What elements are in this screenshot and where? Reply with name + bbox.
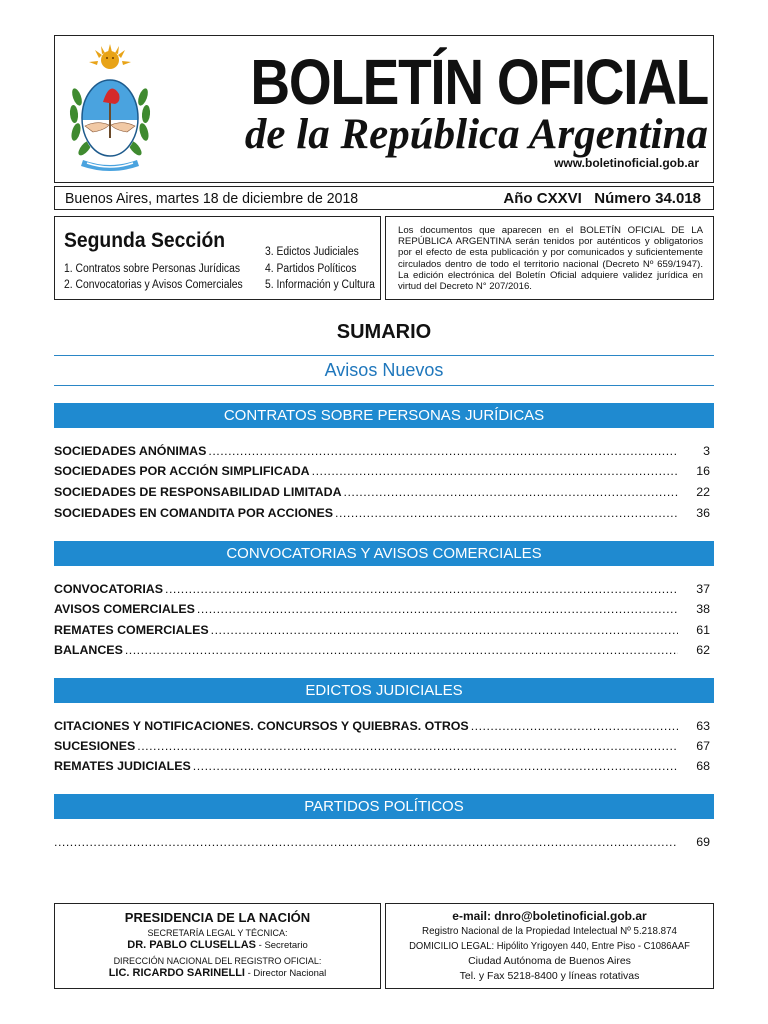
dot-leader (211, 623, 678, 637)
publication-title: BOLETÍN OFICIAL (250, 46, 708, 118)
toc-entry-page: 38 (696, 602, 710, 616)
toc-entry-label: SOCIEDADES ANÓNIMAS (54, 444, 207, 458)
director-name: LIC. RICARDO SARINELLI (108, 967, 245, 979)
footer-phone: Tel. y Fax 5218-8400 y líneas rotativas (459, 970, 640, 982)
footer-authorities (54, 903, 381, 989)
toc-entry-label: CONVOCATORIAS (54, 582, 163, 596)
section-item: 1. Contratos sobre Personas Jurídicas (64, 263, 241, 275)
toc-entry-page: 16 (696, 464, 710, 478)
toc-entry-page: 37 (696, 582, 710, 596)
summary-title: SUMARIO (336, 321, 432, 343)
section-item: 4. Partidos Políticos (265, 263, 357, 275)
legal-note: Los documentos que aparecen en el BOLETÍN OFICIAL DE LA REPÚBLICA ARGENTINA serán tenidos por auténticos y obligatorios por el efecto de esta publicación y por comunicados y suficientemente circulados dentro de todo el territorio nacional (Decreto Nº 659/1947). La edición electrónica del Boletín Oficial adquiere validez jurídica en virtud del Decreto N° 207/2016. (398, 225, 703, 293)
toc-entry-label: REMATES COMERCIALES (54, 623, 209, 637)
legal-note-box (385, 216, 714, 300)
divider (54, 355, 714, 356)
toc-entry-page: 69 (696, 835, 710, 849)
footer-director (55, 967, 380, 979)
secretary-name: DR. PABLO CLUSELLAS (127, 939, 256, 951)
section-heading: CONVOCATORIAS Y AVISOS COMERCIALES (54, 541, 714, 566)
issue-number: Año CXXVI Número 34.018 (503, 190, 701, 207)
toc-entry[interactable] (54, 622, 714, 637)
toc-entry-page: 61 (696, 623, 710, 637)
dot-leader (471, 719, 678, 733)
footer-registry: Registro Nacional de la Propiedad Intelectual Nº 5.218.874 (422, 925, 677, 937)
toc-entry[interactable] (54, 642, 714, 657)
toc-entry[interactable] (54, 581, 714, 596)
toc-entry[interactable] (54, 834, 714, 849)
masthead (54, 35, 714, 183)
toc-entry[interactable] (54, 601, 714, 616)
dot-leader (208, 444, 678, 458)
toc-entry[interactable] (54, 738, 714, 753)
toc-entry[interactable] (54, 443, 714, 458)
section-box (54, 216, 381, 300)
issue-bar (54, 186, 714, 210)
dot-leader (344, 485, 678, 499)
footer-secretariat-label: SECRETARÍA LEGAL Y TÉCNICA: (147, 928, 288, 938)
website-link[interactable]: www.boletinoficial.gob.ar (554, 156, 699, 170)
section-item: 5. Información y Cultura (265, 279, 375, 291)
toc-entry[interactable] (54, 758, 714, 773)
footer-email[interactable]: e-mail: dnro@boletinoficial.gob.ar (452, 909, 647, 923)
divider (54, 385, 714, 386)
footer-presidency: PRESIDENCIA DE LA NACIÓN (124, 910, 311, 925)
dot-leader (197, 602, 678, 616)
section-title: Segunda Sección (64, 229, 226, 252)
toc-entry[interactable] (54, 718, 714, 733)
toc-entry-label: AVISOS COMERCIALES (54, 602, 195, 616)
section-item: 3. Edictos Judiciales (265, 246, 359, 258)
section-heading: PARTIDOS POLÍTICOS (54, 794, 714, 819)
toc-entry-page: 62 (696, 643, 710, 657)
footer-directorate-label: DIRECCIÓN NACIONAL DEL REGISTRO OFICIAL: (113, 956, 322, 966)
toc-entry-label: REMATES JUDICIALES (54, 759, 191, 773)
footer-city: Ciudad Autónoma de Buenos Aires (468, 955, 631, 967)
section-item: 2. Convocatorias y Avisos Comerciales (64, 279, 243, 291)
dot-leader (193, 759, 678, 773)
toc-entry-page: 63 (696, 719, 710, 733)
toc-entry-page: 22 (696, 485, 710, 499)
section-heading: EDICTOS JUDICIALES (54, 678, 714, 703)
toc-entry-page: 36 (696, 506, 710, 520)
toc-entry[interactable] (54, 505, 714, 520)
dot-leader (54, 835, 678, 849)
toc-entry-page: 3 (703, 444, 710, 458)
toc-entry-label: SOCIEDADES DE RESPONSABILIDAD LIMITADA (54, 485, 342, 499)
issue-date: Buenos Aires, martes 18 de diciembre de 2018 (65, 190, 359, 207)
dot-leader (165, 582, 678, 596)
director-role: - Director Nacional (244, 968, 327, 979)
argentine-coat-of-arms-icon (65, 42, 155, 174)
toc-entry-label: SOCIEDADES POR ACCIÓN SIMPLIFICADA (54, 464, 310, 478)
toc-entry-page: 68 (696, 759, 710, 773)
toc-entry[interactable] (54, 484, 714, 499)
toc-entry[interactable] (54, 463, 714, 478)
dot-leader (137, 739, 678, 753)
toc-entry-label: SOCIEDADES EN COMANDITA POR ACCIONES (54, 506, 334, 520)
footer-address: DOMICILIO LEGAL: Hipólito Yrigoyen 440, Entre Piso - C1086AAF (409, 940, 690, 952)
footer-secretary (55, 939, 380, 951)
toc-entry-page: 67 (696, 739, 710, 753)
dot-leader (335, 506, 678, 520)
summary-subtitle: Avisos Nuevos (324, 360, 444, 380)
publication-subtitle: de la República Argentina (244, 111, 708, 158)
secretary-role: - Secretario (256, 940, 308, 951)
toc-entry-label: CITACIONES Y NOTIFICACIONES. CONCURSOS Y QUIEBRAS. OTROS (54, 719, 469, 733)
toc-entry-label: BALANCES (54, 643, 123, 657)
dot-leader (125, 643, 678, 657)
footer-contact (385, 903, 714, 989)
dot-leader (312, 464, 678, 478)
toc-entry-label: SUCESIONES (54, 739, 136, 753)
section-heading: CONTRATOS SOBRE PERSONAS JURÍDICAS (54, 403, 714, 428)
